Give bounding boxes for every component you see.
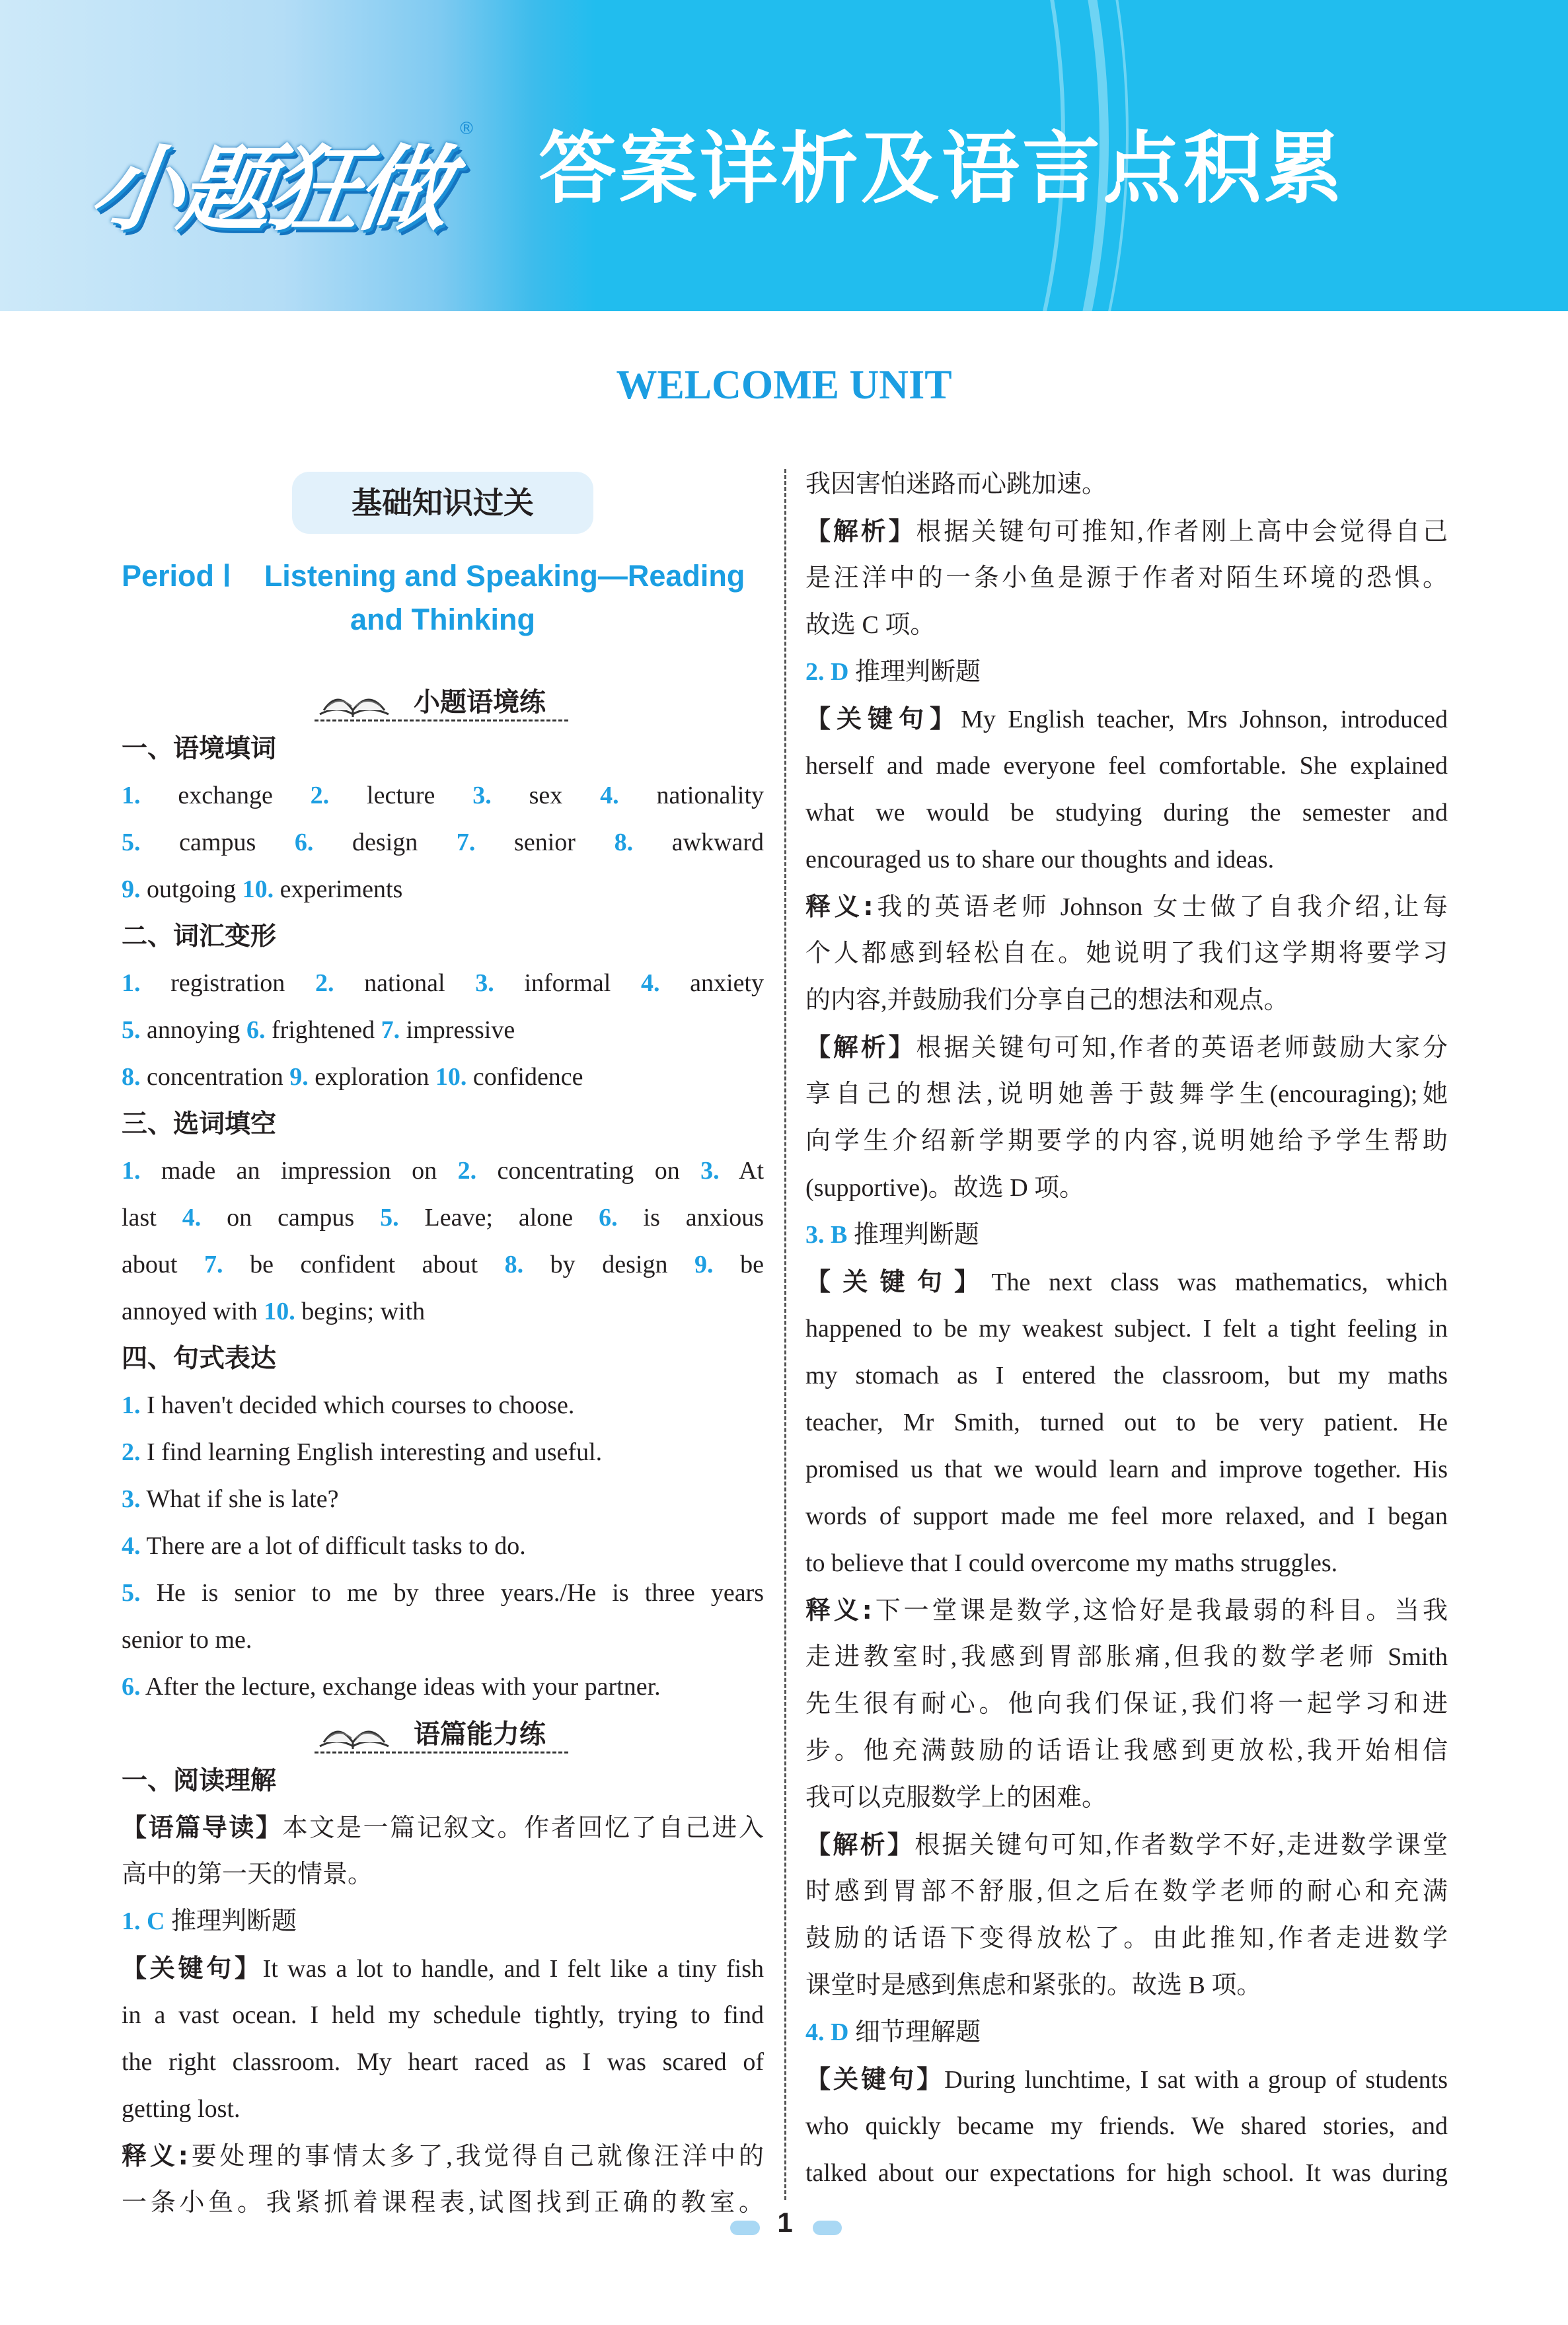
answer-letter: B — [831, 1221, 848, 1249]
answer-letter: C — [147, 1907, 165, 1935]
item-number: 1. — [122, 782, 141, 809]
text: 高中的第一天的情景。 — [122, 1861, 373, 1888]
text: be confident about — [223, 1251, 505, 1278]
text: awkward — [633, 829, 764, 856]
text-line — [805, 508, 1448, 555]
text: 细节理解题 — [848, 2018, 981, 2046]
answer-letter: D — [831, 658, 849, 686]
text: 向学生介绍新学期要学的内容,说明她给予学生帮助 — [805, 1127, 1448, 1155]
item-number: 3. — [700, 1157, 720, 1185]
text-line — [122, 1664, 764, 1711]
page-number: 1 — [777, 2207, 793, 2238]
text-line — [805, 1681, 1448, 1728]
text: be — [713, 1251, 764, 1278]
item-number: 1. — [122, 1157, 141, 1185]
text-line — [122, 1054, 764, 1101]
item-number: 4. — [600, 782, 619, 809]
item-number: 1. — [122, 1391, 141, 1419]
text: 故选 C 项。 — [805, 611, 936, 639]
left-column — [122, 679, 764, 2227]
label: 【关键句】 — [805, 704, 961, 733]
item-number: 8. — [122, 1063, 141, 1091]
text-line — [805, 1352, 1448, 1399]
section-box-title: 基础知识过关 — [292, 472, 593, 534]
text: 一条小鱼。我紧抓着课程表,试图找到正确的教室。 — [122, 2189, 764, 2217]
text-line — [122, 1523, 764, 1570]
text-line — [805, 790, 1448, 836]
item-number: 2. — [457, 1157, 477, 1185]
text-line — [122, 1195, 764, 1241]
text: teacher, Mr Smith, turned out to be very patient. He — [805, 1409, 1448, 1436]
text: It was a lot to handle, and I felt like a tiny fish — [262, 1955, 764, 1983]
item-number: 3. — [805, 1221, 825, 1249]
text: made an impression on — [140, 1157, 458, 1185]
label: 【关键句】 — [805, 1267, 992, 1296]
text: my stomach as I entered the classroom, but my maths — [805, 1362, 1448, 1389]
page-number-decoration — [813, 2221, 842, 2235]
text-line — [805, 1868, 1448, 1915]
answer-letter: D — [831, 2018, 849, 2046]
text-line — [122, 1382, 764, 1429]
unit-title: WELCOME UNIT — [616, 363, 952, 408]
text: At — [719, 1157, 764, 1185]
text: national — [334, 969, 476, 997]
text: 我的英语老师 Johnson 女士做了自我介绍,让每 — [873, 893, 1448, 921]
text-line — [805, 1493, 1448, 1540]
text-line — [122, 725, 764, 772]
item-number: 3. — [472, 782, 492, 809]
text: exploration — [308, 1063, 435, 1091]
text-line — [805, 555, 1448, 602]
text: happened to be my weakest subject. I felt a tight feeling in — [805, 1315, 1448, 1343]
text-line — [122, 1101, 764, 1148]
text: During lunchtime, I sat with a group of students — [944, 2066, 1448, 2094]
text: encouraged us to share our thoughts and ideas. — [805, 846, 1275, 873]
text-line — [122, 1851, 764, 1898]
text-line — [805, 1587, 1448, 1634]
label: 释义: — [805, 1596, 872, 1625]
text: on campus — [201, 1204, 381, 1232]
text-line — [805, 930, 1448, 977]
text: sex — [491, 782, 601, 809]
label: 释义: — [122, 2141, 188, 2170]
text: I haven't decided which courses to choose. — [140, 1391, 575, 1419]
text: 是汪洋中的一条小鱼是源于作者对陌生环境的恐惧。 — [805, 564, 1448, 592]
text-line — [805, 1212, 1448, 1259]
header-title: 答案详析及语言点积累 — [539, 123, 1345, 214]
text-line — [805, 1540, 1448, 1587]
text: 下一堂课是数学,这恰好是我最弱的科目。当我 — [872, 1597, 1448, 1625]
text-line — [805, 2103, 1448, 2150]
text-line — [805, 1634, 1448, 1681]
text: annoying — [140, 1016, 246, 1044]
text-line — [805, 977, 1448, 1024]
item-number: 10. — [242, 875, 274, 903]
text — [141, 1907, 147, 1935]
text-line — [122, 866, 764, 913]
item-number: 6. — [122, 1673, 141, 1701]
item-number: 9. — [289, 1063, 309, 1091]
item-number: 4. — [122, 1532, 141, 1560]
brand-logo: 小题狂做 — [83, 136, 453, 244]
section-header-text: 语篇能力练 — [414, 1719, 546, 1750]
text: impressive — [400, 1016, 515, 1044]
item-number: 9. — [122, 875, 141, 903]
section-header — [122, 1711, 764, 1757]
text-line — [122, 819, 764, 866]
item-number: 8. — [614, 829, 634, 856]
text: what we would be studying during the semester and — [805, 799, 1448, 827]
column-divider — [784, 469, 786, 2200]
text-line — [122, 960, 764, 1007]
subsection-heading: 一、阅读理解 — [122, 1766, 277, 1796]
label: 【关键句】 — [805, 2065, 945, 2094]
text: senior — [475, 829, 615, 856]
item-number: 6. — [294, 829, 314, 856]
text-line — [122, 2039, 764, 2086]
text-line — [122, 1804, 764, 1851]
item-number: 1. — [122, 969, 141, 997]
text-line — [122, 2086, 764, 2133]
period-heading-continued: and Thinking — [350, 603, 535, 636]
subsection-heading: 三、选词填空 — [122, 1109, 277, 1139]
text-line — [122, 1007, 764, 1054]
text-line — [122, 913, 764, 960]
text: 本文是一篇记叙文。作者回忆了自己进入 — [282, 1814, 764, 1842]
text-line — [122, 2180, 764, 2227]
header-banner — [0, 0, 1568, 311]
text: The next class was mathematics, which — [991, 1269, 1448, 1296]
text: 鼓励的话语下变得放松了。由此推知,作者走进数学 — [805, 1925, 1448, 1952]
text-line — [122, 1148, 764, 1195]
text: concentrating on — [476, 1157, 701, 1185]
text: about — [122, 1251, 204, 1278]
subsection-heading: 四、句式表达 — [122, 1344, 277, 1374]
text: in a vast ocean. I held my schedule tightly, trying to find — [122, 2001, 764, 2029]
text: What if she is late? — [140, 1485, 339, 1513]
text: 要处理的事情太多了,我觉得自己就像汪洋中的 — [188, 2143, 764, 2170]
label: 释义: — [805, 892, 874, 921]
item-number: 10. — [264, 1298, 295, 1325]
item-number: 4. — [640, 969, 660, 997]
text-line — [805, 1024, 1448, 1071]
item-number: 4. — [182, 1204, 202, 1232]
text: by design — [523, 1251, 695, 1278]
text-line — [122, 1945, 764, 1992]
text: frightened — [265, 1016, 381, 1044]
text-line — [805, 1962, 1448, 2009]
label: 【解析】 — [805, 1033, 916, 1062]
item-number: 10. — [435, 1063, 467, 1091]
text-line — [122, 1617, 764, 1664]
item-number: 3. — [475, 969, 494, 997]
text: lecture — [329, 782, 473, 809]
text: 走进教室时,我感到胃部胀痛,但我的数学老师 Smith — [805, 1643, 1448, 1671]
item-number: 6. — [246, 1016, 266, 1044]
page-number-decoration — [730, 2221, 760, 2235]
label: 【解析】 — [805, 1830, 915, 1859]
text: exchange — [140, 782, 311, 809]
item-number: 7. — [204, 1251, 223, 1278]
text: There are a lot of difficult tasks to do. — [140, 1532, 526, 1560]
text: Leave; alone — [398, 1204, 599, 1232]
item-number: 8. — [504, 1251, 524, 1278]
text-line — [805, 2056, 1448, 2103]
text-line — [805, 1728, 1448, 1775]
text: is anxious — [617, 1204, 764, 1232]
text: 享自己的想法,说明她善于鼓舞学生(encouraging);她 — [805, 1080, 1448, 1108]
text-line — [805, 1165, 1448, 1212]
text-line — [122, 2133, 764, 2180]
text: getting lost. — [122, 2095, 241, 2123]
item-number: 1. — [122, 1907, 141, 1935]
text: 我可以克服数学上的困难。 — [805, 1784, 1107, 1812]
text-line — [805, 1775, 1448, 1822]
right-column — [805, 461, 1448, 2197]
text-line — [805, 1118, 1448, 1165]
period-heading: Period Ⅰ Listening and Speaking—Reading — [122, 559, 745, 593]
text: After the lecture, exchange ideas with your partner. — [140, 1673, 661, 1701]
text-line — [805, 2009, 1448, 2056]
text: 我因害怕迷路而心跳加速。 — [805, 470, 1107, 498]
label: 【语篇导读】 — [122, 1813, 283, 1842]
text: 根据关键句可知,作者数学不好,走进数学课堂 — [915, 1831, 1448, 1859]
item-number: 5. — [122, 829, 141, 856]
registered-mark: ® — [458, 119, 475, 139]
item-number: 7. — [456, 829, 476, 856]
section-header — [122, 679, 764, 725]
text-line — [805, 836, 1448, 883]
text: who quickly became my friends. We shared stories, and — [805, 2112, 1448, 2140]
text: nationality — [618, 782, 764, 809]
text: annoyed with — [122, 1298, 264, 1325]
text-line — [805, 883, 1448, 930]
text: promised us that we would learn and improve together. His — [805, 1456, 1448, 1483]
section-header-underline — [315, 1717, 568, 1753]
text: I find learning English interesting and useful. — [140, 1438, 603, 1466]
text: words of support made me feel more relaxed, and I began — [805, 1502, 1448, 1530]
text: informal — [494, 969, 641, 997]
text: begins; with — [295, 1298, 426, 1325]
item-number: 3. — [122, 1485, 141, 1513]
text: anxiety — [659, 969, 764, 997]
item-number: 2. — [315, 969, 334, 997]
text-line — [805, 1399, 1448, 1446]
text — [825, 1221, 831, 1249]
text: outgoing — [140, 875, 243, 903]
text: 推理判断题 — [165, 1907, 297, 1935]
text-line — [122, 1757, 764, 1804]
open-book-icon — [315, 686, 394, 720]
text-line — [122, 1476, 764, 1523]
item-number: 5. — [122, 1016, 141, 1044]
section-header-underline — [315, 685, 568, 721]
text: herself and made everyone feel comfortable. She explained — [805, 752, 1448, 780]
subsection-heading: 一、语境填词 — [122, 734, 277, 764]
text: 推理判断题 — [848, 658, 981, 686]
text: 推理判断题 — [847, 1221, 979, 1249]
label: 【关键句】 — [122, 1954, 263, 1983]
text-line — [122, 1570, 764, 1617]
text: (supportive)。故选 D 项。 — [805, 1174, 1085, 1202]
item-number: 5. — [380, 1204, 399, 1232]
section-header-text: 小题语境练 — [414, 687, 546, 718]
text-line — [805, 649, 1448, 696]
text-line — [122, 1288, 764, 1335]
text: 的内容,并鼓励我们分享自己的想法和观点。 — [805, 986, 1289, 1014]
text: registration — [140, 969, 315, 997]
text: 课堂时是感到焦虑和紧张的。故选 B 项。 — [805, 1972, 1262, 1999]
text: experiments — [274, 875, 403, 903]
text — [825, 2018, 831, 2046]
text: 根据关键句可知,作者的英语老师鼓励大家分 — [916, 1034, 1448, 1062]
text: 时感到胃部不舒服,但之后在数学老师的耐心和充满 — [805, 1878, 1448, 1905]
text — [825, 658, 831, 686]
item-number: 4. — [805, 2018, 825, 2046]
text: 根据关键句可推知,作者刚上高中会觉得自己 — [916, 518, 1448, 546]
text: senior to me. — [122, 1626, 252, 1654]
item-number: 2. — [122, 1438, 141, 1466]
text: He is senior to me by three years./He is three years — [140, 1579, 764, 1607]
text-line — [805, 1306, 1448, 1352]
text-line — [805, 1259, 1448, 1306]
text: talked about our expectations for high school. It was during — [805, 2159, 1448, 2187]
item-number: 2. — [805, 658, 825, 686]
text: campus — [140, 829, 295, 856]
subsection-heading: 二、词汇变形 — [122, 922, 277, 951]
text: 先生很有耐心。他向我们保证,我们将一起学习和进 — [805, 1690, 1448, 1718]
item-number: 5. — [122, 1579, 141, 1607]
text: concentration — [140, 1063, 290, 1091]
text-line — [805, 2150, 1448, 2197]
text-line — [122, 1898, 764, 1945]
item-number: 7. — [381, 1016, 400, 1044]
text-line — [805, 461, 1448, 508]
open-book-icon — [315, 1718, 394, 1752]
text: last — [122, 1204, 182, 1232]
text-line — [122, 1335, 764, 1382]
text-line — [805, 602, 1448, 649]
label: 【解析】 — [805, 517, 916, 546]
text-line — [805, 1446, 1448, 1493]
text-line — [122, 772, 764, 819]
text: My English teacher, Mrs Johnson, introduced — [961, 706, 1448, 733]
text: to believe that I could overcome my maths struggles. — [805, 1549, 1338, 1577]
text: design — [313, 829, 457, 856]
item-number: 9. — [694, 1251, 714, 1278]
text-line — [122, 1241, 764, 1288]
text-line — [805, 1915, 1448, 1962]
text: confidence — [467, 1063, 583, 1091]
text: the right classroom. My heart raced as I was scared of — [122, 2048, 764, 2076]
text-line — [805, 696, 1448, 743]
text-line — [805, 1822, 1448, 1868]
text: 步。他充满鼓励的话语让我感到更放松,我开始相信 — [805, 1737, 1448, 1765]
text-line — [122, 1992, 764, 2039]
text: 个人都感到轻松自在。她说明了我们这学期将要学习 — [805, 940, 1448, 967]
text-line — [805, 1071, 1448, 1118]
item-number: 2. — [310, 782, 330, 809]
text-line — [805, 743, 1448, 790]
item-number: 6. — [599, 1204, 618, 1232]
text-line — [122, 1429, 764, 1476]
